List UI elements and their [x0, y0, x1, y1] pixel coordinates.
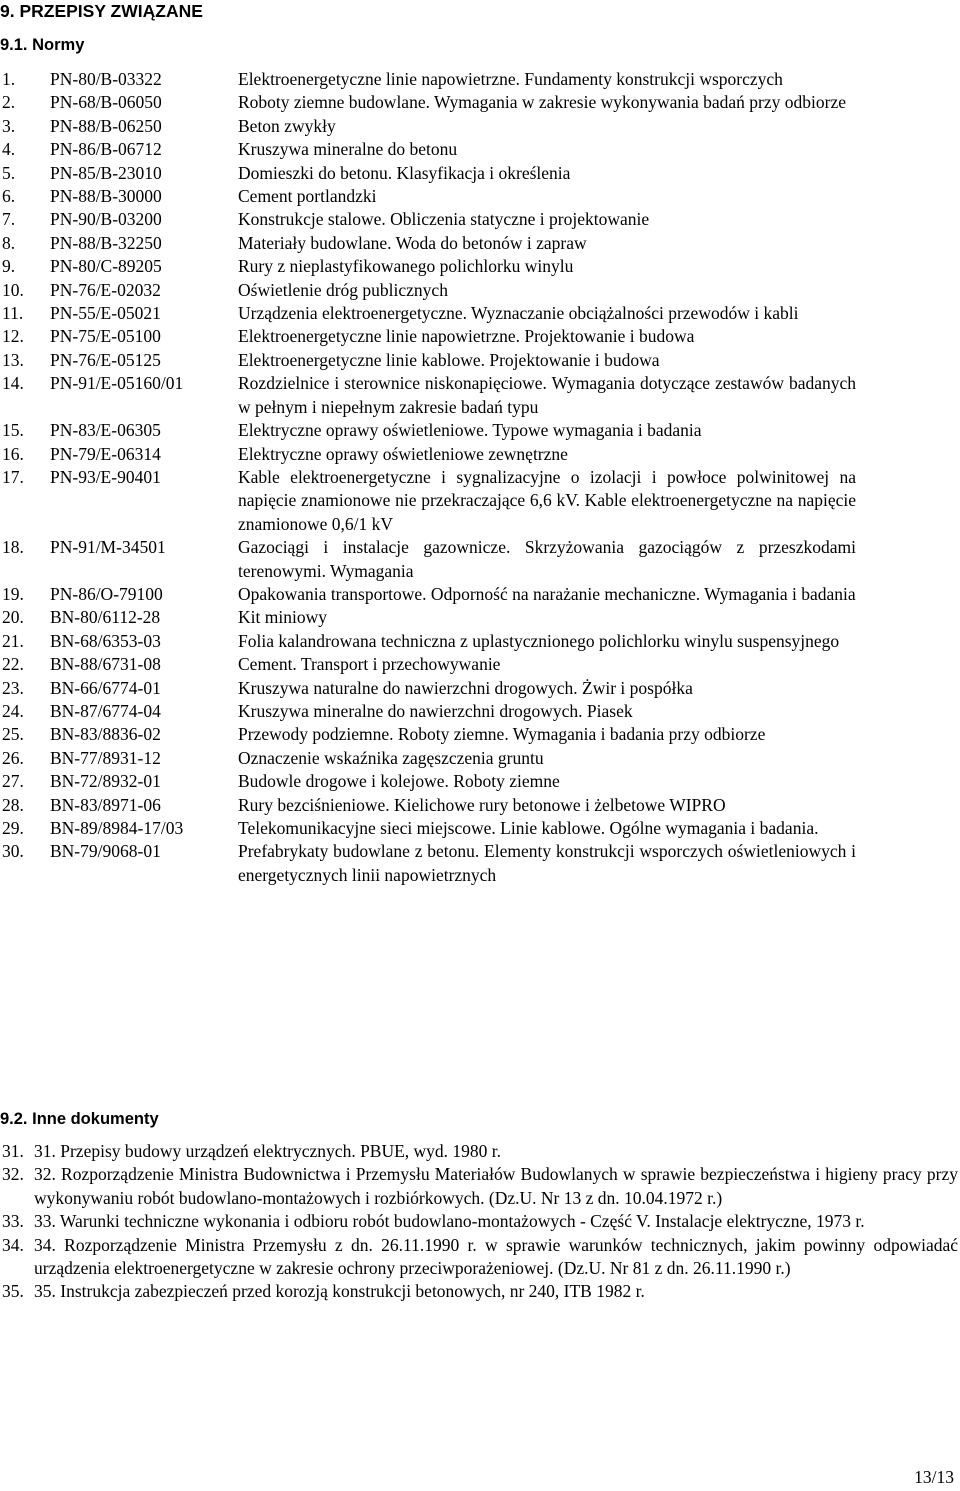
norm-number: 18. [2, 537, 24, 558]
norm-code: PN-90/B-03200 [50, 209, 162, 230]
norms-list [0, 68, 960, 887]
norm-code: PN-80/B-03322 [50, 69, 162, 89]
norm-number: 11. [2, 303, 24, 324]
norm-number: 2. [2, 92, 16, 113]
norm-title: Oświetlenie dróg publicznych [238, 279, 448, 300]
norm-code: BN-77/8931-12 [50, 747, 161, 768]
norm-title: Konstrukcje stalowe. Obliczenia statyczne i projektowanie [238, 209, 650, 230]
document-text: 32. Rozporządzenie Ministra Budownictwa i Przemysłu Materiałów Budowlanych w sprawie bezpieczeństwa i higieny pracy przy wykonywaniu robót budowlano-montażowych i rozbiórkowych. (Dz.U. Nr 13 z dn. 10.04.1972 r.) [34, 1164, 958, 1208]
norm-item [0, 443, 960, 466]
norm-item [0, 138, 960, 161]
norm-number: 19. [2, 583, 24, 604]
norm-item [0, 653, 960, 676]
norm-code: PN-79/E-06314 [50, 443, 161, 464]
norm-item [0, 536, 960, 583]
norm-item [0, 794, 960, 817]
norm-code: PN-83/E-06305 [50, 420, 161, 441]
norm-number: 6. [2, 186, 16, 207]
document-item [0, 1234, 958, 1281]
norm-number: 3. [2, 115, 16, 136]
page-number: 13/13 [914, 1466, 954, 1487]
norm-title: Przewody podziemne. Roboty ziemne. Wymagania i badania przy odbiorze [238, 724, 766, 745]
norm-title: Telekomunikacyjne sieci miejscowe. Linie kablowe. Ogólne wymagania i badania. [238, 818, 819, 838]
norm-title: Oznaczenie wskaźnika zagęszczenia gruntu [238, 747, 544, 768]
norm-code: PN-75/E-05100 [50, 326, 161, 347]
norm-number: 22. [2, 654, 24, 675]
norm-code: PN-88/B-30000 [50, 186, 162, 207]
document-text: 31. Przepisy budowy urządzeń elektrycznych. PBUE, wyd. 1980 r. [34, 1141, 502, 1161]
norm-number: 14. [2, 373, 24, 394]
document-number: 33. [2, 1211, 24, 1232]
norm-number: 16. [2, 443, 24, 464]
norm-title: Kruszywa mineralne do betonu [238, 139, 458, 160]
norm-code: BN-80/6112-28 [50, 607, 161, 628]
norm-item [0, 325, 960, 348]
norm-item [0, 700, 960, 723]
norm-title: Cement portlandzki [238, 186, 377, 207]
norm-item [0, 349, 960, 372]
norm-item [0, 372, 960, 419]
norm-title: Elektroenergetyczne linie napowietrzne. Projektowanie i budowa [238, 326, 695, 347]
norm-title: Elektroenergetyczne linie kablowe. Projektowanie i budowa [238, 349, 660, 370]
norm-item [0, 677, 960, 700]
norm-code: PN-88/B-32250 [50, 232, 162, 253]
norm-item [0, 279, 960, 302]
norm-title: Beton zwykły [238, 115, 336, 136]
document-number: 31. [2, 1141, 24, 1161]
norm-item [0, 723, 960, 746]
norm-item [0, 419, 960, 442]
norm-title: Kruszywa mineralne do nawierzchni drogowych. Piasek [238, 700, 633, 721]
page-heading: 9. PRZEPISY ZWIĄZANE [0, 1, 203, 21]
norm-title: Kit miniowy [238, 607, 327, 628]
norm-number: 17. [2, 466, 24, 487]
norm-title: Kruszywa naturalne do nawierzchni drogowych. Żwir i pospółka [238, 677, 693, 698]
norm-number: 1. [2, 69, 16, 89]
norm-item [0, 68, 960, 91]
norm-title: Rury bezciśnieniowe. Kielichowe rury betonowe i żelbetowe WIPRO [238, 794, 726, 815]
document-item [0, 1140, 958, 1163]
norm-code: BN-72/8932-01 [50, 771, 161, 792]
norm-title: Gazociągi i instalacje gazownicze. Skrzyżowania gazociągów z przeszkodami terenowymi. Wymagania [238, 537, 856, 581]
other-documents-list [0, 1140, 958, 1304]
norm-code: BN-89/8984-17/03 [50, 818, 184, 838]
norm-title: Folia kalandrowana techniczna z uplastycznionego polichlorku winylu suspensyjnego [238, 630, 840, 651]
norm-item [0, 583, 960, 606]
document-text: 33. Warunki techniczne wykonania i odbioru robót budowlano-montażowych - Część V. Instalacje elektryczne, 1973 r. [34, 1211, 865, 1232]
norm-code: BN-87/6774-04 [50, 700, 161, 721]
norm-code: PN-88/B-06250 [50, 115, 162, 136]
norm-item [0, 162, 960, 185]
norm-title: Elektroenergetyczne linie napowietrzne. Fundamenty konstrukcji wsporczych [238, 69, 783, 89]
norm-code: BN-66/6774-01 [50, 677, 161, 698]
norm-number: 28. [2, 794, 24, 815]
norm-number: 8. [2, 232, 16, 253]
norm-code: PN-91/E-05160/01 [50, 373, 184, 394]
norm-number: 10. [2, 279, 24, 300]
norm-code: BN-83/8971-06 [50, 794, 161, 815]
norm-number: 26. [2, 747, 24, 768]
norm-number: 12. [2, 326, 24, 347]
norm-item [0, 185, 960, 208]
norm-code: PN-76/E-05125 [50, 349, 161, 370]
norm-number: 13. [2, 349, 24, 370]
norm-code: BN-88/6731-08 [50, 654, 161, 675]
norm-title: Kable elektroenergetyczne i sygnalizacyjne o izolacji i powłoce polwinitowej na napięcie znamionowe nie przekraczające 6,6 kV. Kable elektroenergetyczne na napięcie znamionowe 0,6/1 kV [238, 466, 856, 534]
norm-item [0, 840, 960, 887]
norm-code: PN-80/C-89205 [50, 256, 162, 277]
norm-item [0, 747, 960, 770]
norm-number: 23. [2, 677, 24, 698]
norm-code: BN-79/9068-01 [50, 841, 161, 862]
norm-number: 9. [2, 256, 16, 277]
norm-number: 15. [2, 420, 24, 441]
norm-item [0, 630, 960, 653]
section-title-norms: 9.1. Normy [0, 36, 85, 54]
document-item [0, 1163, 958, 1210]
norm-code: PN-55/E-05021 [50, 303, 161, 324]
norm-number: 4. [2, 139, 16, 160]
norm-number: 20. [2, 607, 24, 628]
norm-number: 29. [2, 818, 24, 838]
norm-title: Roboty ziemne budowlane. Wymagania w zakresie wykonywania badań przy odbiorze [238, 92, 847, 113]
section-title-other-documents: 9.2. Inne dokumenty [0, 1110, 159, 1128]
document-text: 34. Rozporządzenie Ministra Przemysłu z dn. 26.11.1990 r. w sprawie warunków technicznych, jakim powinny odpowiadać urządzenia elektroenergetyczne w zakresie ochrony przeciwporażeniowej. (Dz.U. Nr 81 z dn. 26.11.1990 r.) [34, 1234, 958, 1279]
norm-item [0, 302, 960, 325]
norm-title: Elektryczne oprawy oświetleniowe. Typowe wymagania i badania [238, 420, 702, 441]
norm-title: Rozdzielnice i sterownice niskonapięciowe. Wymagania dotyczące zestawów badanych w pełnym i niepełnym zakresie badań typu [238, 373, 856, 417]
norm-item [0, 817, 960, 840]
document-number: 35. [2, 1281, 24, 1302]
norm-title: Elektryczne oprawy oświetleniowe zewnętrzne [238, 443, 568, 464]
norm-code: BN-68/6353-03 [50, 630, 161, 651]
document-item [0, 1280, 958, 1303]
norm-code: PN-86/O-79100 [50, 583, 163, 604]
document-text: 35. Instrukcja zabezpieczeń przed korozją konstrukcji betonowych, nr 240, ITB 1982 r. [34, 1281, 645, 1302]
norm-title: Materiały budowlane. Woda do betonów i zapraw [238, 232, 587, 253]
norm-code: PN-86/B-06712 [50, 139, 162, 160]
norm-number: 27. [2, 771, 24, 792]
document-number: 32. [2, 1164, 24, 1185]
norm-code: PN-76/E-02032 [50, 279, 161, 300]
norm-number: 24. [2, 700, 24, 721]
norm-number: 25. [2, 724, 24, 745]
norm-title: Budowle drogowe i kolejowe. Roboty ziemne [238, 771, 560, 792]
norm-code: PN-91/M-34501 [50, 537, 166, 558]
norm-code: PN-93/E-90401 [50, 466, 161, 487]
norm-item [0, 208, 960, 231]
norm-title: Cement. Transport i przechowywanie [238, 654, 501, 675]
norm-item [0, 115, 960, 138]
norm-number: 21. [2, 630, 24, 651]
norm-title: Urządzenia elektroenergetyczne. Wyznaczanie obciążalności przewodów i kabli [238, 303, 799, 324]
norm-code: BN-83/8836-02 [50, 724, 161, 745]
norm-title: Opakowania transportowe. Odporność na narażanie mechaniczne. Wymagania i badania [238, 583, 856, 604]
norm-title: Rury z nieplastyfikowanego polichlorku winylu [238, 256, 574, 277]
norm-item [0, 466, 960, 536]
document-number: 34. [2, 1234, 24, 1255]
norm-item [0, 255, 960, 278]
norm-number: 5. [2, 162, 16, 183]
norm-item [0, 91, 960, 114]
norm-number: 30. [2, 841, 24, 862]
norm-title: Prefabrykaty budowlane z betonu. Elementy konstrukcji wsporczych oświetleniowych i energetycznych linii napowietrznych [238, 841, 856, 885]
norm-number: 7. [2, 209, 16, 230]
norm-code: PN-68/B-06050 [50, 92, 162, 113]
norm-title: Domieszki do betonu. Klasyfikacja i określenia [238, 162, 571, 183]
document-item [0, 1210, 958, 1233]
norm-item [0, 606, 960, 629]
norm-item [0, 232, 960, 255]
norm-item [0, 770, 960, 793]
norm-code: PN-85/B-23010 [50, 162, 162, 183]
